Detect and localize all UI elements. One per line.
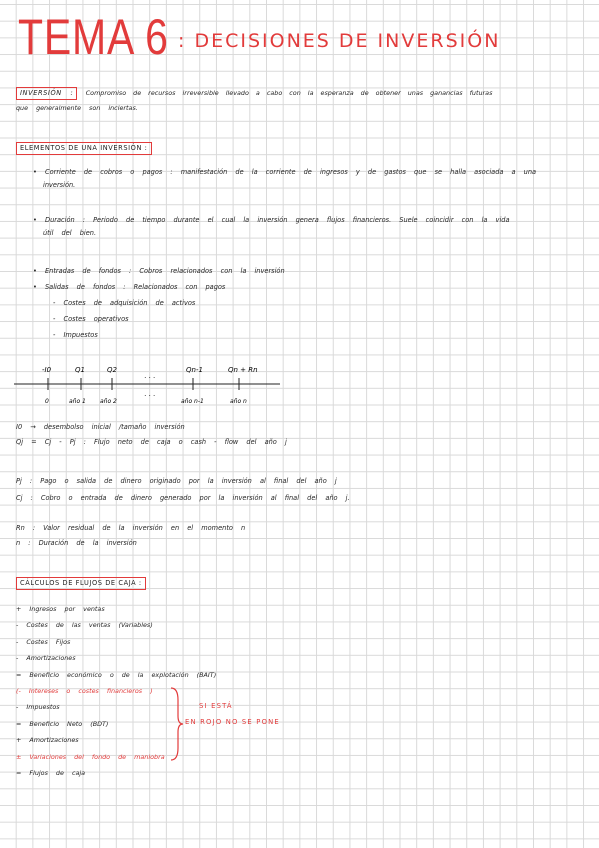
timeline-top-label: Qn-1 <box>186 366 203 374</box>
timeline-bottom-label: año 1 <box>69 398 86 405</box>
timeline-top-label: · · · <box>144 374 156 382</box>
funds-list <box>33 263 285 343</box>
out-item: - Impuestos <box>53 331 98 339</box>
timeline-bottom-label: 0 <box>45 398 49 405</box>
page-subtitle: : DECISIONES DE INVERSIÓN <box>178 30 501 52</box>
timeline-top-label: Qn + Rn <box>228 366 258 374</box>
red-note <box>185 698 280 730</box>
calc-item: = Beneficio Neto (BDT) <box>16 719 109 728</box>
duration-item <box>33 214 510 240</box>
calc-item: - Amortizaciones <box>16 654 76 663</box>
elements-heading-wrap <box>16 135 152 155</box>
notation-line: n : Duración de la inversión <box>16 539 137 547</box>
out-item: - Costes operativos <box>53 315 129 323</box>
timeline-svg <box>12 358 282 410</box>
calc-item: + Amortizaciones <box>16 736 79 745</box>
red-note-line-1: SI ESTÁ <box>199 702 233 710</box>
notation-line: Qj = Cj - Pj : Flujo neto de caja o cash - flow del año j <box>16 438 287 446</box>
cash-flow-line-1: • Corriente de cobros o pagos : manifestación de la corriente de ingresos y de gastos que se halla asociada a una <box>33 168 537 176</box>
cash-flow-line-2: inversión. <box>43 181 76 189</box>
definition-label: INVERSIÓN : <box>16 87 77 100</box>
notation-group-1 <box>16 420 287 450</box>
cash-flow-timeline <box>12 358 282 414</box>
outflows-item: • Salidas de fondos : Relacionados con pagos <box>33 283 226 291</box>
notation-line: Rn : Valor residual de la inversión en el momento n <box>16 524 246 532</box>
notation-line: I0 → desembolso inicial /tamaño inversión <box>16 423 185 431</box>
notation-line: Cj : Cobro o entrada de dinero generado por la inversión al final del año j. <box>16 494 350 502</box>
notation-line: Pj : Pago o salida de dinero originado por la inversión al final del año j <box>16 477 337 485</box>
page-title: TEMA 6 <box>18 9 169 65</box>
inflows-item: • Entradas de fondos : Cobros relacionados con la inversión <box>33 267 285 275</box>
timeline-bottom-label: año 2 <box>100 398 117 405</box>
definition-text-2: que generalmente son inciertas. <box>16 104 138 112</box>
timeline-bottom-label: año n <box>230 398 247 405</box>
elements-heading: ELEMENTOS DE UNA INVERSIÓN : <box>16 142 152 155</box>
calc-item: - Impuestos <box>16 703 60 712</box>
definition-text: Compromiso de recursos irreversible llevado a cabo con la esperanza de obtener unas ganancias futuras <box>85 89 493 97</box>
timeline-top-label: -I0 <box>42 366 52 374</box>
definition-block <box>16 86 492 115</box>
calc-heading: CÁLCULOS DE FLUJOS DE CAJA : <box>16 577 146 590</box>
notation-group-2 <box>16 473 350 507</box>
calc-item-optional: (- Intereses o costes financieros ) <box>16 687 153 696</box>
calc-item: - Costes Fijos <box>16 637 71 646</box>
calc-item: = Flujos de caja <box>16 769 86 778</box>
calc-heading-wrap <box>16 570 146 590</box>
timeline-top-label: Q2 <box>107 366 117 374</box>
timeline-bottom-label: año n-1 <box>181 398 204 405</box>
notation-group-3 <box>16 521 245 551</box>
duration-line-2: útil del bien. <box>43 229 97 237</box>
calc-list <box>16 601 216 781</box>
calc-item: + Ingresos por ventas <box>16 605 105 613</box>
duration-line-1: • Duración : Periodo de tiempo durante el cual la inversión genera flujos financieros. Suele coincidir con la vida <box>33 216 510 224</box>
out-item: - Costes de adquisición de activos <box>53 299 196 307</box>
timeline-bottom-label: · · · <box>144 392 156 400</box>
calc-item: = Beneficio económico o de la explotación (BAIT) <box>16 670 217 679</box>
red-brace-icon <box>168 686 184 762</box>
calc-item: - Costes de las ventas (Variables) <box>16 621 153 630</box>
timeline-top-label: Q1 <box>75 366 85 374</box>
cash-flow-item <box>33 166 536 192</box>
red-note-line-2: EN ROJO NO SE PONE <box>185 718 280 726</box>
calc-item-optional: ± Variaciones del fondo de maniobra <box>16 752 165 761</box>
